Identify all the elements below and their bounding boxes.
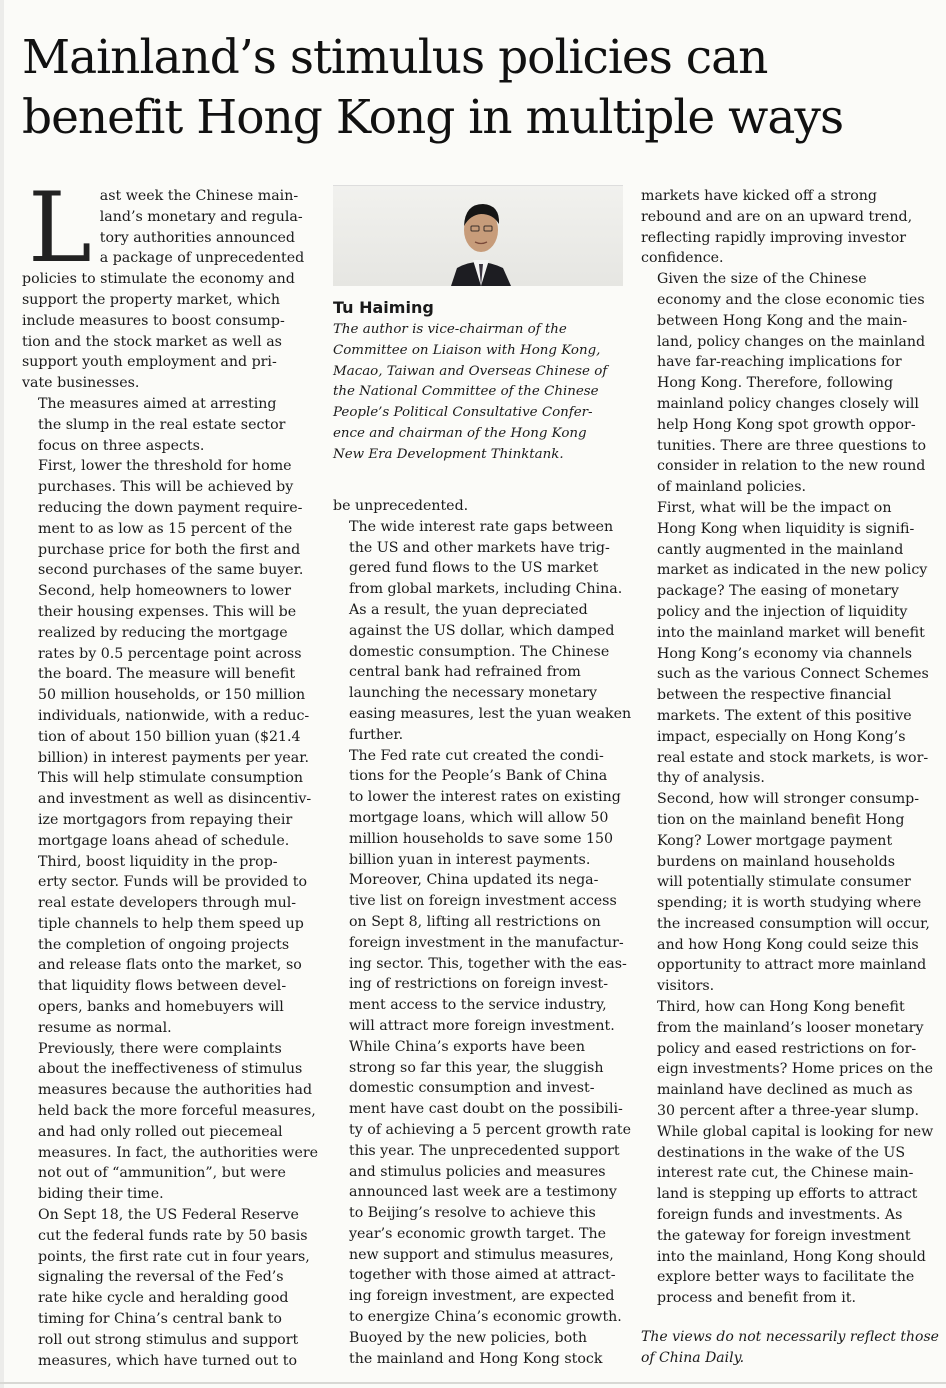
text-line: timing for China’s central bank to bbox=[38, 1311, 282, 1328]
drop-cap: L bbox=[28, 172, 92, 284]
text-line: this year. The unprecedented support bbox=[349, 1142, 620, 1159]
text-line: roll out strong stimulus and support bbox=[38, 1331, 299, 1348]
paragraph bbox=[641, 789, 933, 997]
text-line: mortgage loans ahead of schedule. bbox=[38, 832, 290, 849]
text-line: ment access to the service industry, bbox=[349, 997, 607, 1014]
text-line: The Fed rate cut created the condi- bbox=[349, 747, 604, 764]
text-line: opers, banks and homebuyers will bbox=[38, 999, 284, 1016]
text-line: the mainland and Hong Kong stock bbox=[349, 1350, 603, 1367]
text-line: purchases. This will be achieved by bbox=[38, 479, 294, 496]
text-line: The views do not necessarily reflect those bbox=[641, 1329, 939, 1345]
text-line: package? The easing of monetary bbox=[657, 583, 899, 600]
text-line: vate businesses. bbox=[22, 375, 140, 392]
text-line: to Beijing’s resolve to achieve this bbox=[349, 1205, 596, 1222]
text-line: ize mortgagors from repaying their bbox=[38, 811, 293, 828]
text-line: the US and other markets have trig- bbox=[349, 539, 610, 556]
text-line: tions for the People’s Bank of China bbox=[349, 768, 608, 785]
text-line: consider in relation to the new round bbox=[657, 458, 926, 475]
text-line: to energize China’s economic growth. bbox=[349, 1309, 622, 1326]
text-line: Given the size of the Chinese bbox=[657, 271, 867, 288]
paragraph bbox=[22, 394, 312, 456]
text-line: land, policy changes on the mainland bbox=[657, 333, 926, 350]
text-line: rates by 0.5 percentage point across bbox=[38, 645, 302, 662]
text-line: domestic consumption and invest- bbox=[349, 1080, 595, 1097]
text-line: real estate developers through mul- bbox=[38, 895, 297, 912]
text-line: Third, how can Hong Kong benefit bbox=[657, 999, 905, 1016]
text-line: further. bbox=[349, 726, 404, 743]
text-line: Macao, Taiwan and Overseas Chinese of bbox=[333, 363, 608, 379]
text-line: to lower the interest rates on existing bbox=[349, 789, 621, 806]
text-line: realized by reducing the mortgage bbox=[38, 624, 288, 641]
text-line: the slump in the real estate sector bbox=[38, 416, 286, 433]
paragraph bbox=[641, 269, 933, 498]
text-line: Kong? Lower mortgage payment bbox=[657, 832, 893, 849]
text-line: While China’s exports have been bbox=[349, 1038, 585, 1055]
text-line: ment to as low as 15 percent of the bbox=[38, 520, 293, 537]
text-line: land is stepping up efforts to attract bbox=[657, 1186, 918, 1203]
text-line: erty sector. Funds will be provided to bbox=[38, 874, 308, 891]
article-column-1 bbox=[22, 172, 319, 1371]
paragraph bbox=[641, 498, 933, 789]
text-line: help Hong Kong spot growth oppor- bbox=[657, 416, 916, 433]
text-line: First, lower the threshold for home bbox=[38, 458, 292, 475]
text-line: Hong Kong when liquidity is signifi- bbox=[657, 520, 915, 537]
text-line: individuals, nationwide, with a reduc- bbox=[38, 707, 310, 724]
text-line: signaling the reversal of the Fed’s bbox=[38, 1269, 284, 1286]
text-line: ence and chairman of the Hong Kong bbox=[333, 425, 587, 441]
text-line: tion and the stock market as well as bbox=[22, 333, 282, 350]
text-line: ing foreign investment, are expected bbox=[349, 1288, 615, 1305]
text-line: As a result, the yuan depreciated bbox=[349, 601, 588, 618]
headline-line-2: benefit Hong Kong in multiple ways bbox=[22, 90, 844, 145]
text-line: While global capital is looking for new bbox=[657, 1123, 934, 1140]
text-line: domestic consumption. The Chinese bbox=[349, 643, 610, 660]
text-line: tunities. There are three questions to bbox=[657, 437, 927, 454]
text-line: opportunity to attract more mainland bbox=[657, 957, 927, 974]
paragraph bbox=[22, 581, 312, 851]
text-line: People’s Political Consultative Confer- bbox=[333, 405, 593, 421]
text-line: land’s monetary and regula- bbox=[99, 208, 303, 225]
page-edge bbox=[0, 0, 4, 1388]
text-line: a package of unprecedented bbox=[99, 250, 305, 267]
text-line: tion on the mainland benefit Hong bbox=[657, 811, 905, 828]
text-line: ast week the Chinese main- bbox=[99, 188, 299, 204]
text-line: Moreover, China updated its nega- bbox=[349, 872, 599, 889]
headline-line-1: Mainland’s stimulus policies can bbox=[22, 30, 768, 85]
text-line: and how Hong Kong could seize this bbox=[657, 936, 919, 953]
text-line: eign investments? Home prices on the bbox=[657, 1061, 934, 1078]
text-line: Hong Kong’s economy via channels bbox=[657, 645, 913, 662]
text-line: cantly augmented in the mainland bbox=[657, 541, 904, 558]
text-line: The author is vice-chairman of the bbox=[333, 322, 567, 337]
text-line: focus on three aspects. bbox=[38, 437, 205, 454]
bottom-rule bbox=[0, 1382, 946, 1384]
paragraph bbox=[333, 1328, 625, 1370]
text-line: thy of analysis. bbox=[657, 770, 765, 787]
text-line: be unprecedented. bbox=[333, 498, 469, 514]
text-line: tiple channels to help them speed up bbox=[38, 915, 304, 932]
text-line: strong so far this year, the sluggish bbox=[349, 1059, 604, 1076]
article-column-3 bbox=[641, 186, 933, 1309]
text-line: Committee on Liaison with Hong Kong, bbox=[333, 342, 601, 358]
text-line: Buoyed by the new policies, both bbox=[349, 1329, 587, 1346]
text-line: Hong Kong. Therefore, following bbox=[657, 375, 894, 392]
text-line: confidence. bbox=[641, 250, 724, 267]
text-line: the completion of ongoing projects bbox=[38, 936, 290, 953]
text-line: and release flats onto the market, so bbox=[38, 957, 302, 974]
author-name: Tu Haiming bbox=[333, 298, 434, 317]
text-line: policy and eased restrictions on for- bbox=[657, 1040, 917, 1057]
text-line: reflecting rapidly improving investor bbox=[641, 229, 907, 246]
text-line: New Era Development Thinktank. bbox=[333, 446, 564, 462]
text-line: together with those aimed at attract- bbox=[349, 1267, 616, 1284]
article-column-2 bbox=[333, 496, 632, 1369]
text-line: between Hong Kong and the main- bbox=[657, 312, 908, 329]
author-portrait-image bbox=[333, 186, 623, 286]
text-line: 50 million households, or 150 million bbox=[38, 687, 306, 704]
text-line: launching the necessary monetary bbox=[349, 685, 598, 702]
paragraph bbox=[641, 997, 933, 1309]
text-line: announced last week are a testimony bbox=[349, 1184, 617, 1201]
text-line: impact, especially on Hong Kong’s bbox=[657, 728, 906, 745]
text-line: about the ineffectiveness of stimulus bbox=[38, 1061, 303, 1078]
text-line: economy and the close economic ties bbox=[657, 291, 925, 308]
text-line: billion yuan in interest payments. bbox=[349, 851, 591, 868]
text-line: million households to save some 150 bbox=[349, 830, 614, 847]
text-line: The wide interest rate gaps between bbox=[349, 518, 614, 535]
text-line: reducing the down payment require- bbox=[38, 499, 303, 516]
text-line: will potentially stimulate consumer bbox=[657, 874, 911, 891]
text-line: against the US dollar, which damped bbox=[349, 622, 615, 639]
text-line: foreign investment in the manufactur- bbox=[349, 934, 624, 951]
text-line: resume as normal. bbox=[38, 1019, 172, 1036]
text-line: support the property market, which bbox=[22, 291, 281, 308]
text-line: 30 percent after a three-year slump. bbox=[657, 1103, 919, 1120]
paragraph bbox=[333, 870, 625, 1036]
text-line: such as the various Connect Schemes bbox=[657, 666, 929, 683]
text-line: destinations in the wake of the US bbox=[657, 1144, 906, 1161]
text-line: policies to stimulate the economy and bbox=[22, 271, 295, 288]
paragraph bbox=[22, 172, 312, 394]
text-line: interest rate cut, the Chinese main- bbox=[657, 1165, 914, 1182]
paragraph bbox=[22, 852, 312, 1039]
text-line: between the respective financial bbox=[657, 687, 892, 704]
text-line: purchase price for both the first and bbox=[38, 541, 301, 558]
text-line: On Sept 18, the US Federal Reserve bbox=[38, 1207, 299, 1224]
text-line: the gateway for foreign investment bbox=[657, 1227, 911, 1244]
text-line: This will help stimulate consumption bbox=[38, 770, 304, 787]
text-line: burdens on mainland households bbox=[657, 853, 895, 870]
text-line: of China Daily. bbox=[641, 1349, 745, 1366]
text-line: tive list on foreign investment access bbox=[349, 893, 617, 910]
text-line: not out of “ammunition”, but were bbox=[38, 1165, 286, 1182]
text-line: central bank had refrained from bbox=[349, 664, 581, 681]
text-line: year’s economic growth target. The bbox=[349, 1225, 606, 1242]
text-line: will attract more foreign investment. bbox=[349, 1017, 615, 1034]
text-line: have far-reaching implications for bbox=[657, 354, 902, 371]
text-line: and investment as well as disincentiv- bbox=[38, 791, 312, 808]
text-line: Second, how will stronger consump- bbox=[657, 791, 920, 808]
text-line: The measures aimed at arresting bbox=[38, 395, 277, 412]
text-line: tory authorities announced bbox=[99, 229, 295, 246]
text-line: foreign funds and investments. As bbox=[657, 1207, 903, 1224]
text-line: second purchases of the same buyer. bbox=[38, 562, 304, 579]
text-line: tion of about 150 billion yuan ($21.4 bbox=[38, 728, 301, 745]
text-line: ty of achieving a 5 percent growth rate bbox=[349, 1121, 631, 1138]
text-line: mainland policy changes closely will bbox=[657, 395, 919, 412]
text-line: spending; it is worth studying where bbox=[657, 895, 922, 912]
disclaimer bbox=[641, 1327, 939, 1369]
text-line: and had only rolled out piecemeal bbox=[38, 1123, 283, 1140]
text-line: visitors. bbox=[657, 978, 715, 995]
text-line: the board. The measure will benefit bbox=[38, 666, 296, 683]
paragraph bbox=[22, 456, 312, 581]
text-line: on Sept 8, lifting all restrictions on bbox=[349, 913, 601, 930]
text-line: process and benefit from it. bbox=[657, 1290, 856, 1307]
text-line: rebound and are on an upward trend, bbox=[641, 208, 913, 225]
author-photo bbox=[333, 185, 623, 286]
text-line: into the mainland, Hong Kong should bbox=[657, 1248, 926, 1265]
text-line: Third, boost liquidity in the prop- bbox=[38, 853, 278, 870]
text-line: points, the first rate cut in four years, bbox=[38, 1248, 310, 1265]
text-line: ing sector. This, together with the eas- bbox=[349, 955, 627, 972]
text-line: explore better ways to facilitate the bbox=[657, 1269, 915, 1286]
paragraph bbox=[333, 746, 625, 871]
text-line: ment have cast doubt on the possibili- bbox=[349, 1101, 623, 1118]
text-line: include measures to boost consump- bbox=[22, 312, 285, 329]
text-line: from the mainland’s looser monetary bbox=[657, 1019, 924, 1036]
text-line: measures. In fact, the authorities were bbox=[38, 1144, 319, 1161]
text-line: gered fund flows to the US market bbox=[349, 560, 599, 577]
text-line: ing of restrictions on foreign invest- bbox=[349, 976, 608, 993]
text-line: into the mainland market will benefit bbox=[657, 624, 925, 641]
text-line: markets have kicked off a strong bbox=[641, 188, 877, 204]
text-line: from global markets, including China. bbox=[349, 581, 623, 598]
text-line: real estate and stock markets, is wor- bbox=[657, 749, 929, 766]
text-line: new support and stimulus measures, bbox=[349, 1246, 614, 1263]
headline bbox=[22, 28, 932, 148]
text-line: their housing expenses. This will be bbox=[38, 603, 297, 620]
paragraph bbox=[333, 1037, 631, 1328]
text-line: market as indicated in the new policy bbox=[657, 562, 928, 579]
text-line: that liquidity flows between devel- bbox=[38, 978, 287, 995]
text-line: and stimulus policies and measures bbox=[349, 1163, 606, 1180]
text-line: rate hike cycle and heralding good bbox=[38, 1290, 289, 1307]
paragraph bbox=[22, 1205, 312, 1371]
paragraph bbox=[333, 496, 625, 517]
text-line: markets. The extent of this positive bbox=[657, 707, 912, 724]
text-line: mainland have declined as much as bbox=[657, 1082, 913, 1099]
text-line: Previously, there were complaints bbox=[38, 1040, 282, 1057]
text-line: biding their time. bbox=[38, 1186, 164, 1203]
author-bio bbox=[333, 320, 625, 466]
text-line: measures because the authorities had bbox=[38, 1082, 313, 1099]
text-line: support youth employment and pri- bbox=[22, 354, 277, 371]
text-line: easing measures, lest the yuan weaken bbox=[349, 705, 632, 722]
paragraph bbox=[641, 186, 933, 269]
text-line: policy and the injection of liquidity bbox=[657, 603, 908, 620]
text-line: measures, which have turned out to bbox=[38, 1352, 298, 1369]
text-line: the increased consumption will occur, bbox=[657, 915, 930, 932]
text-line: First, what will be the impact on bbox=[657, 499, 892, 516]
text-line: cut the federal funds rate by 50 basis bbox=[38, 1227, 308, 1244]
text-line: Second, help homeowners to lower bbox=[38, 583, 291, 600]
text-line: held back the more forceful measures, bbox=[38, 1103, 316, 1120]
text-line: of mainland policies. bbox=[657, 479, 806, 496]
paragraph bbox=[22, 1039, 319, 1205]
text-line: mortgage loans, which will allow 50 bbox=[349, 809, 609, 826]
paragraph bbox=[333, 517, 632, 746]
text-line: the National Committee of the Chinese bbox=[333, 384, 599, 400]
text-line: billion) in interest payments per year. bbox=[38, 749, 309, 766]
